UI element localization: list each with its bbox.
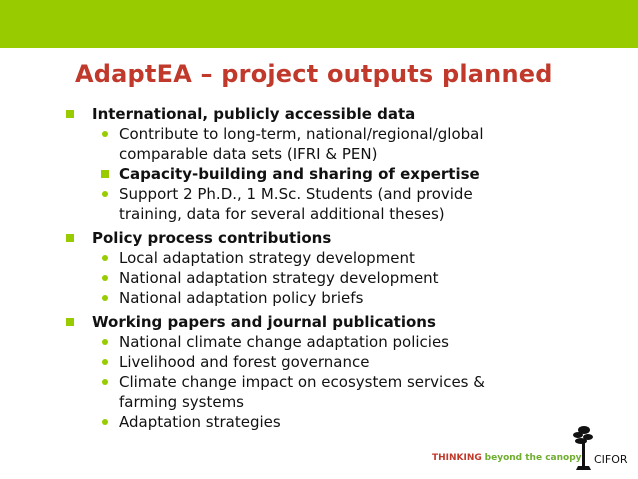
list-item: Working papers and journal publications	[92, 313, 436, 331]
list-item: National adaptation strategy development	[119, 269, 439, 287]
list-item: International, publicly accessible data	[92, 105, 416, 123]
list-item: National climate change adaptation policies	[119, 333, 449, 351]
dot-bullet-icon	[102, 131, 108, 137]
top-bar	[0, 0, 638, 48]
slide-title: AdaptEA – project outputs planned	[75, 60, 553, 88]
dot-bullet-icon	[102, 191, 108, 197]
dot-bullet-icon	[102, 275, 108, 281]
list-item: training, data for several additional theses)	[119, 205, 445, 223]
dot-bullet-icon	[102, 255, 108, 261]
list-item: National adaptation policy briefs	[119, 289, 364, 307]
list-item: Contribute to long-term, national/regional/global	[119, 125, 484, 143]
square-bullet-icon	[101, 170, 109, 178]
list-item: Support 2 Ph.D., 1 M.Sc. Students (and provide	[119, 185, 473, 203]
dot-bullet-icon	[102, 295, 108, 301]
logo-text: CIFOR	[594, 453, 628, 466]
list-item: Climate change impact on ecosystem services &	[119, 373, 485, 391]
list-item: farming systems	[119, 393, 244, 411]
dot-bullet-icon	[102, 419, 108, 425]
dot-bullet-icon	[102, 339, 108, 345]
dot-bullet-icon	[102, 379, 108, 385]
square-bullet-icon	[66, 110, 74, 118]
footer-tagline	[432, 453, 582, 463]
square-bullet-icon	[66, 318, 74, 326]
dot-bullet-icon	[102, 359, 108, 365]
list-item: Local adaptation strategy development	[119, 249, 415, 267]
tagline-rest: beyond the canopy	[484, 453, 582, 463]
list-item: Policy process contributions	[92, 229, 332, 247]
list-item: comparable data sets (IFRI & PEN)	[119, 145, 378, 163]
list-item: Livelihood and forest governance	[119, 353, 370, 371]
list-item: Capacity-building and sharing of expertise	[119, 165, 480, 183]
tagline-thinking: THINKING	[432, 453, 482, 463]
list-item: Adaptation strategies	[119, 413, 281, 431]
square-bullet-icon	[66, 234, 74, 242]
